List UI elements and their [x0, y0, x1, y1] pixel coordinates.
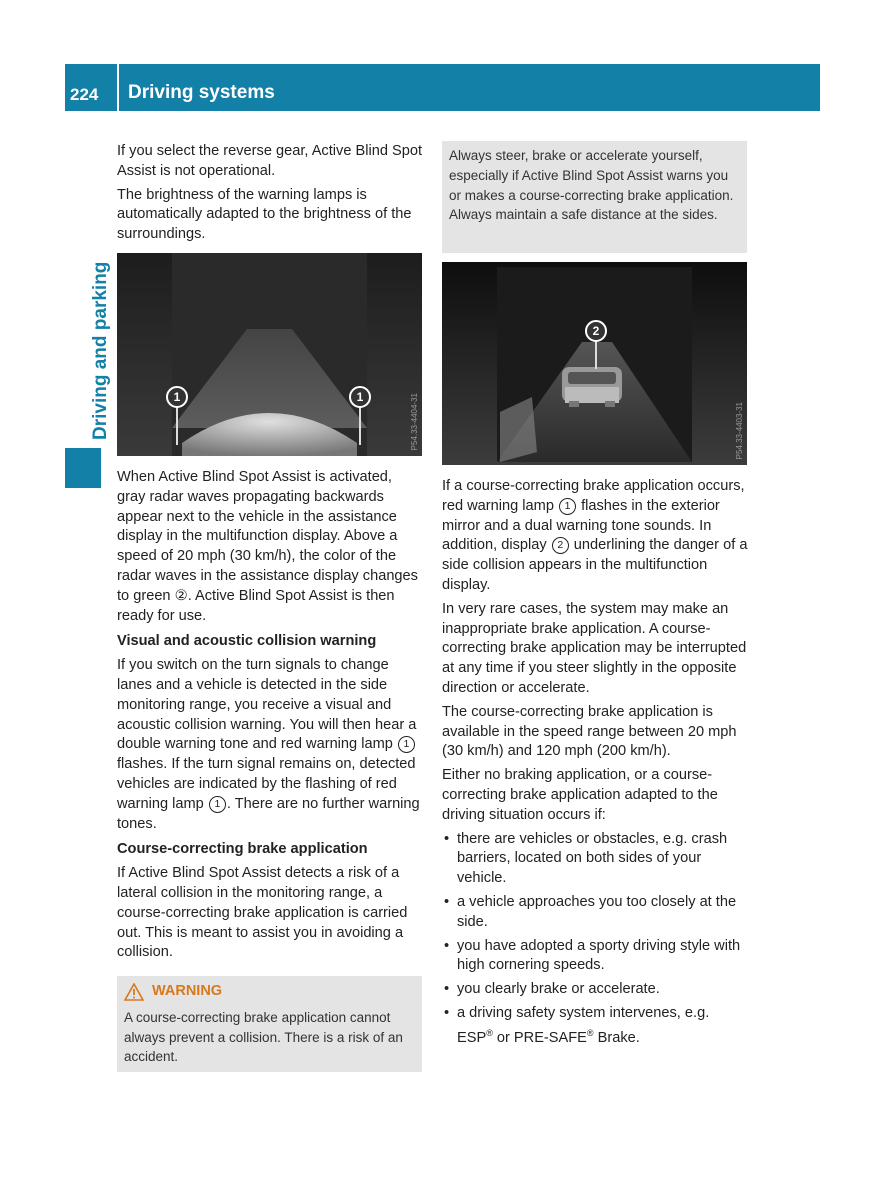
- list-item: • you clearly brake or accelerate.: [442, 980, 749, 1000]
- list-item: • a driving safety system intervenes, e.g. ESP® or PRE-SAFE® Brake.: [442, 1004, 749, 1048]
- paragraph: Either no braking application, or a course-correcting brake application adapted to the driving situation occurs if:: [442, 767, 718, 823]
- figure-code: P54.33-4404-31: [410, 392, 419, 450]
- figure-illustration: [117, 253, 422, 456]
- callout-ref-1: 1: [559, 498, 576, 515]
- header-divider: [117, 64, 119, 111]
- figure-assistance-display: [117, 253, 422, 456]
- callout-line: [359, 405, 361, 445]
- list-item: • you have adopted a sporty driving style with high cornering speeds.: [442, 937, 749, 977]
- callout-line: [176, 405, 178, 445]
- list-item: • a vehicle approaches you too closely at the side.: [442, 893, 749, 933]
- left-column-top: [117, 142, 422, 249]
- paragraph: When Active Blind Spot Assist is activated, gray radar waves propagating backwards appear next to the vehicle in the assistance display in the multifunction display. Above a speed of 20 mph (30 km/h), the color of the radar waves in the assistance display changes to green ②. Active Blind Spot Assist is then ready for use.: [117, 469, 418, 624]
- callout-ref-2: 2: [552, 537, 569, 554]
- note-box: [442, 141, 747, 253]
- left-column-body: [117, 468, 422, 967]
- callout-1-left: 1: [166, 386, 188, 408]
- heading-visual-warning: Visual and acoustic collision warning: [117, 633, 377, 650]
- paragraph: The brightness of the warning lamps is automatically adapted to the brightness of the surroundings.: [117, 186, 412, 243]
- warning-text: A course-correcting brake application cannot always prevent a collision. There is a risk of an accident.: [124, 1009, 403, 1065]
- callout-line: [595, 341, 597, 369]
- page-number: 224: [70, 85, 99, 104]
- warning-box: [117, 976, 422, 1072]
- callout-1-right: 1: [349, 386, 371, 408]
- bullet-list: [442, 830, 749, 1049]
- side-tab-label: Driving and parking: [90, 261, 111, 440]
- warning-triangle-icon: [124, 983, 144, 1001]
- callout-ref-1: 1: [398, 736, 415, 753]
- section-title: Driving systems: [128, 82, 275, 103]
- paragraph: The course-correcting brake application is available in the speed range between 20 mph (30 km/h) and 120 mph (200 km/h).: [442, 703, 737, 760]
- side-tab-marker: [65, 448, 101, 488]
- paragraph: If you select the reverse gear, Active Blind Spot Assist is not operational.: [117, 143, 423, 179]
- heading-course-correcting: Course-correcting brake application: [117, 841, 368, 858]
- right-column-body: [442, 477, 749, 1052]
- paragraph: If a course-correcting brake application occurs, red warning lamp 1 flashes in the exterior mirror and a dual warning tone sounds. In addition, display 2 underlining the danger of a side collision appears in the multifunction display.: [442, 478, 748, 593]
- paragraph: In very rare cases, the system may make an inappropriate brake application. A course-correcting brake application may be interrupted at any time if you steer slightly in the opposite direction or accelerate.: [442, 600, 747, 696]
- callout-ref-1: 1: [209, 796, 226, 813]
- figure-vehicle-brake: [442, 262, 747, 465]
- warning-title: WARNING: [124, 982, 415, 1002]
- figure-code: P54.33-4403-31: [735, 401, 744, 459]
- callout-2: 2: [585, 320, 607, 342]
- note-text: Always steer, brake or accelerate yourself, especially if Active Blind Spot Assist warns you or makes a course-correcting brake application. Always maintain a safe distance at the sides.: [449, 148, 734, 223]
- paragraph: If Active Blind Spot Assist detects a risk of a lateral collision in the monitoring range, a course-correcting brake application is carried out. This is meant to assist you in avoiding a collision.: [117, 865, 408, 961]
- paragraph: If you switch on the turn signals to change lanes and a vehicle is detected in the side monitoring range, you receive a visual and acoustic collision warning. You will then hear a double warning tone and red warning lamp 1 flashes. If the turn signal remains on, detected vehicles are indicated by the flashing of red warning lamp 1 . There are no further warning tones.: [117, 657, 420, 832]
- list-item: • there are vehicles or obstacles, e.g. crash barriers, located on both sides of your vehicle.: [442, 830, 749, 889]
